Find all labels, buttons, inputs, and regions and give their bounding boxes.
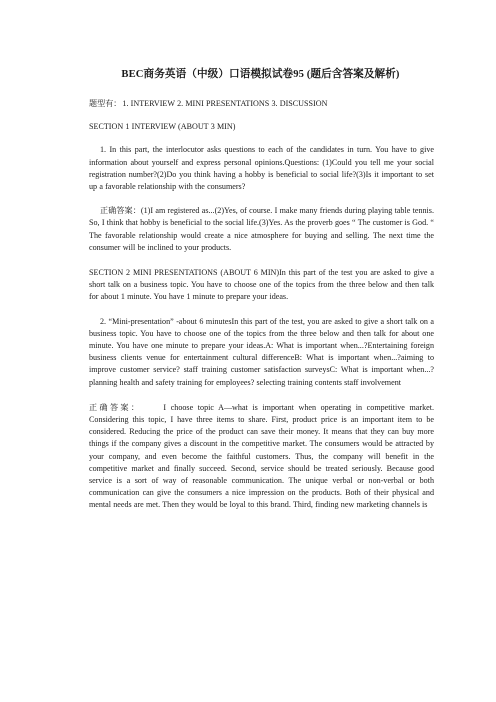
answer-1-text: (1)I am registered as...(2)Yes, of course. I make many friends during playing table tennis. So, I think that hobby is beneficial to the social life.(3)Yes. As the proverb goes “ The customer is God. “ The favorable relationship would create a nice atmosphere for buying and selling. The next time the consumer will be inclined to your products.	[89, 206, 434, 252]
answer-1	[89, 205, 434, 254]
answer-2-label: 正确答案：	[89, 402, 142, 412]
answer-2	[89, 402, 434, 512]
question-types-list: 1. INTERVIEW 2. MINI PRESENTATIONS 3. DISCUSSION	[122, 99, 328, 108]
answer-2-text: I choose topic A—what is important when operating in competitive market. Considering this topic, I have three items to share. First, product price is an important item to be considered. Reducing the price of the product can save their money. It means that they can buy more things if the company gives a discount in the competitive market. The consumers would be attracted by your company, and even become the faithful customers. Thus, the company will benefit in the competitive market and finally succeed. Second, service should be treated seriously. Because good service is a sort of way of reasonable communication. The unique verbal or non-verbal or both communication can give the consumers a nice impression on the products. Both of their physical and mental needs are met. Then they would be loyal to this brand. Third, finding new marketing channels is	[89, 402, 434, 510]
question-2: 2. “Mini-presentation” -about 6 minutesIn this part of the test, you are asked to give a short talk on a business topic. You have to choose one of the topics from the three below and then talk for about one minute. You have one minute to prepare your ideas.A: What is important when...?Entertaining foreign business clients venue for entertainment cultural differenceB: What is important when...?aiming to improve customer service? staff training customer satisfaction surveysC: What is important when...?planning health and safety training for employees? selecting training contents staff involvement	[89, 316, 434, 387]
question-types-line	[89, 98, 434, 110]
question-types-label: 题型有：	[89, 99, 122, 108]
section1-heading: SECTION 1 INTERVIEW (ABOUT 3 MIN)	[89, 122, 236, 132]
question-1: 1. In this part, the interlocutor asks questions to each of the candidates in turn. You have to give information about yourself and express personal opinions.Questions: (1)Could you tell me your social registration number?(2)Do you think having a hobby is beneficial to social life?(3)Is it important to set up a favorable relationship with the consumers?	[89, 145, 434, 192]
document-title: BEC商务英语（中级）口语模拟试卷95 (题后含答案及解析)	[121, 69, 400, 80]
answer-1-label: 正确答案：	[100, 206, 141, 216]
section2-paragraph: SECTION 2 MINI PRESENTATIONS (ABOUT 6 MIN)In this part of the test you are asked to give a short talk on a business topic. You have to choose one of the topics from the three below and then talk for about 1 minute. You have 1 minute to prepare your ideas.	[89, 268, 434, 302]
